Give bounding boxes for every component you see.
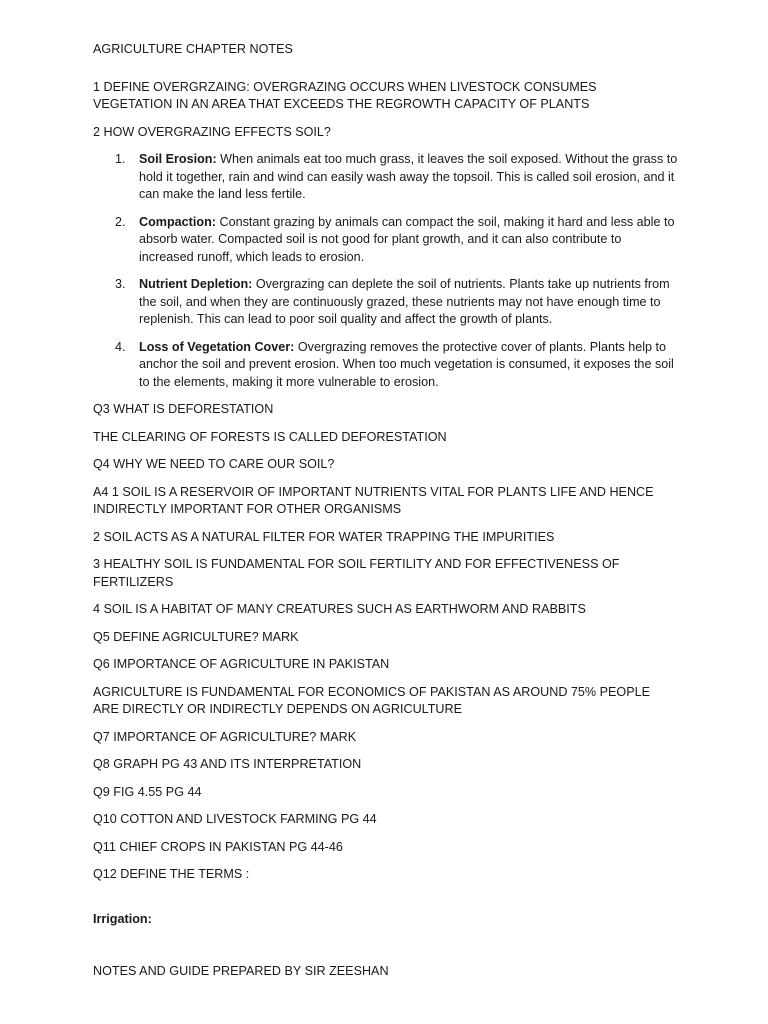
effect-text: When animals eat too much grass, it leaves the soil exposed. Without the grass to hold it together, rain and wind can easily wash away the topsoil. This is called soil erosion, and it can make the land less fertile. (139, 152, 678, 201)
question-8: Q8 GRAPH PG 43 AND ITS INTERPRETATION (93, 757, 362, 771)
list-number: 4. (115, 339, 126, 354)
question-12: Q12 DEFINE THE TERMS : (93, 867, 250, 881)
question-4: Q4 WHY WE NEED TO CARE OUR SOIL? (93, 457, 335, 471)
list-number: 3. (115, 277, 126, 291)
answer-6: AGRICULTURE IS FUNDAMENTAL FOR ECONOMICS OF PAKISTAN AS AROUND 75% PEOPLE ARE DIRECTLY OR INDIRECTLY DEPENDS ON AGRICULTURE (93, 684, 651, 716)
question-7: Q7 IMPORTANCE OF AGRICULTURE? MARK (93, 729, 357, 744)
effect-text: Constant grazing by animals can compact the soil, making it hard and less able to absorb water. Compacted soil is not good for plant growth, and it can also contribute to increased runoff, which leads to erosion. (139, 214, 675, 264)
effect-term: Nutrient Depletion: (139, 277, 253, 291)
answer-4-point-3: 3 HEALTHY SOIL IS FUNDAMENTAL FOR SOIL FERTILITY AND FOR EFFECTIVENESS OF FERTILIZERS (93, 557, 620, 589)
irrigation-term: Irrigation: (93, 911, 152, 926)
document-body (93, 41, 678, 928)
question-10: Q10 COTTON AND LIVESTOCK FARMING PG 44 (93, 812, 377, 826)
answer-4-point-4: 4 SOIL IS A HABITAT OF MANY CREATURES SUCH AS EARTHWORM AND RABBITS (93, 602, 586, 616)
answer-4-point-2: 2 SOIL ACTS AS A NATURAL FILTER FOR WATER TRAPPING THE IMPURITIES (93, 529, 555, 544)
question-5: Q5 DEFINE AGRICULTURE? MARK (93, 629, 299, 644)
footer-credit: NOTES AND GUIDE PREPARED BY SIR ZEESHAN (93, 964, 389, 978)
effect-text: Overgrazing removes the protective cover of plants. Plants help to anchor the soil and prevent erosion. When too much vegetation is consumed, it exposes the soil to the elements, making it more vulnerable to erosion. (139, 339, 674, 389)
question-11: Q11 CHIEF CROPS IN PAKISTAN PG 44-46 (93, 839, 343, 854)
list-item (93, 214, 678, 267)
list-number: 2. (115, 214, 126, 229)
list-item (93, 276, 678, 329)
question-3: Q3 WHAT IS DEFORESTATION (93, 402, 274, 416)
effect-term: Compaction: (139, 214, 216, 229)
effect-term: Soil Erosion: (139, 152, 217, 166)
answer-3: THE CLEARING OF FORESTS IS CALLED DEFORESTATION (93, 429, 447, 444)
overgrazing-effects-list (93, 151, 678, 391)
question-2: 2 HOW OVERGRAZING EFFECTS SOIL? (93, 124, 331, 139)
document-title: AGRICULTURE CHAPTER NOTES (93, 42, 293, 56)
question-6: Q6 IMPORTANCE OF AGRICULTURE IN PAKISTAN (93, 657, 390, 671)
list-item (93, 151, 678, 204)
list-item (93, 339, 678, 392)
question-1: 1 DEFINE OVERGRZAING: OVERGRAZING OCCURS WHEN LIVESTOCK CONSUMES VEGETATION IN AN AREA THAT EXCEEDS THE REGROWTH CAPACITY OF PLANTS (93, 79, 597, 111)
list-number: 1. (115, 152, 126, 166)
question-9: Q9 FIG 4.55 PG 44 (93, 784, 202, 799)
effect-term: Loss of Vegetation Cover: (139, 339, 295, 354)
effect-text: Overgrazing can deplete the soil of nutrients. Plants take up nutrients from the soil, and when they are continuously grazed, these nutrients may not have enough time to replenish. This can lead to poor soil quality and affect the growth of plants. (139, 277, 670, 326)
answer-4-point-1: A4 1 SOIL IS A RESERVOIR OF IMPORTANT NUTRIENTS VITAL FOR PLANTS LIFE AND HENCE INDIRECTLY IMPORTANT FOR OTHER ORGANISMS (93, 484, 654, 516)
